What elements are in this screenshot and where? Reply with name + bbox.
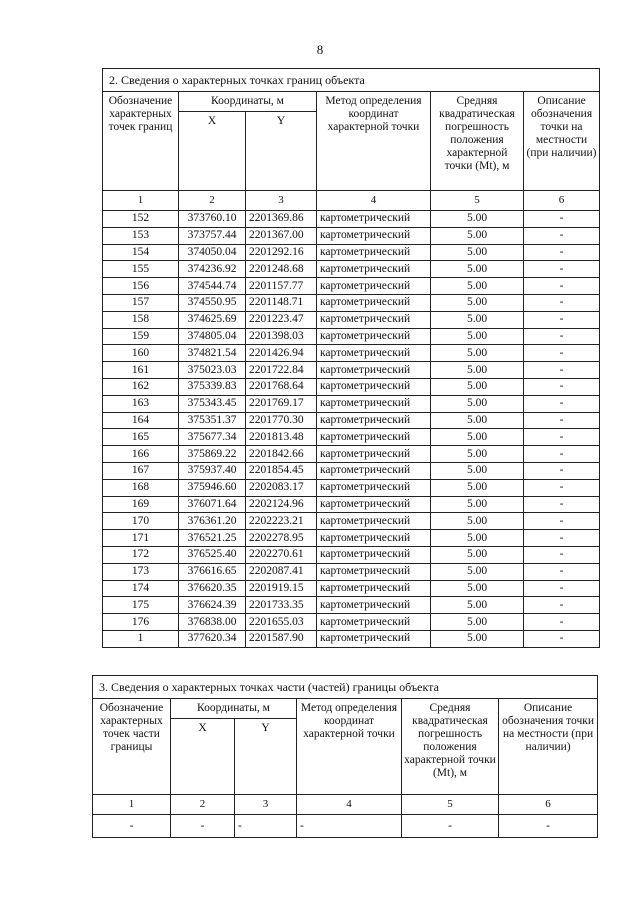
coord-x: 374805.04 — [179, 328, 246, 345]
description: - — [524, 429, 600, 446]
method: картометрический — [317, 244, 431, 261]
section-title: 2. Сведения о характерных точках границ объекта — [103, 69, 600, 92]
point-id: - — [93, 815, 171, 838]
coord-y: 2202124.96 — [246, 496, 317, 513]
description: - — [524, 614, 600, 631]
header-designation: Обозначение характерных точек части границы — [93, 699, 171, 795]
coord-x: 374236.92 — [179, 261, 246, 278]
error-value: 5.00 — [431, 496, 524, 513]
method: картометрический — [317, 278, 431, 295]
header-error: Средняя квадратическая погрешность положения характерной точки (Mt), м — [431, 92, 524, 191]
point-id: 159 — [103, 328, 179, 345]
description: - — [524, 513, 600, 530]
coord-y: 2201919.15 — [246, 580, 317, 597]
point-id: 168 — [103, 479, 179, 496]
point-id: 152 — [103, 211, 179, 228]
header-method: Метод определения координат характерной точки — [297, 699, 402, 795]
table-row — [103, 261, 600, 278]
table-row — [103, 597, 600, 614]
point-id: 162 — [103, 378, 179, 395]
method: картометрический — [317, 261, 431, 278]
error-value: 5.00 — [431, 211, 524, 228]
method: картометрический — [317, 630, 431, 647]
header-y: Y — [235, 719, 297, 795]
column-number: 6 — [524, 191, 600, 211]
point-id: 169 — [103, 496, 179, 513]
table-row — [103, 479, 600, 496]
method: картометрический — [317, 412, 431, 429]
coord-y: 2201248.68 — [246, 261, 317, 278]
table-row — [103, 362, 600, 379]
coord-x: 375869.22 — [179, 446, 246, 463]
coord-y: 2201157.77 — [246, 278, 317, 295]
error-value: 5.00 — [431, 479, 524, 496]
table-row — [103, 429, 600, 446]
table-row — [103, 328, 600, 345]
point-id: 158 — [103, 311, 179, 328]
point-id: 164 — [103, 412, 179, 429]
error-value: 5.00 — [431, 614, 524, 631]
description: - — [524, 630, 600, 647]
description: - — [524, 362, 600, 379]
method: картометрический — [317, 395, 431, 412]
coord-x: 374821.54 — [179, 345, 246, 362]
method: картометрический — [317, 227, 431, 244]
error-value: - — [402, 815, 499, 838]
section-title: 3. Сведения о характерных точках части (частей) границы объекта — [93, 676, 598, 699]
description: - — [524, 446, 600, 463]
description: - — [524, 395, 600, 412]
method: картометрический — [317, 479, 431, 496]
description: - — [524, 261, 600, 278]
point-id: 1 — [103, 630, 179, 647]
column-number: 5 — [431, 191, 524, 211]
page-number: 8 — [316, 42, 324, 57]
error-value: 5.00 — [431, 546, 524, 563]
method: картометрический — [317, 311, 431, 328]
description: - — [524, 328, 600, 345]
error-value: 5.00 — [431, 227, 524, 244]
method: картометрический — [317, 328, 431, 345]
header-description: Описание обозначения точки на местности (при наличии) — [499, 699, 598, 795]
coord-x: 375677.34 — [179, 429, 246, 446]
description: - — [524, 311, 600, 328]
point-id: 153 — [103, 227, 179, 244]
header-designation: Обозначение характерных точек границ — [103, 92, 179, 191]
method: картометрический — [317, 446, 431, 463]
table-row — [103, 563, 600, 580]
table-row — [103, 311, 600, 328]
header-method: Метод определения координат характерной точки — [317, 92, 431, 191]
point-id: 176 — [103, 614, 179, 631]
table-row — [103, 580, 600, 597]
description: - — [499, 815, 598, 838]
coord-y: 2201813.48 — [246, 429, 317, 446]
coord-y: 2201769.17 — [246, 395, 317, 412]
method: картометрический — [317, 362, 431, 379]
coord-x: 376361.20 — [179, 513, 246, 530]
method: картометрический — [317, 429, 431, 446]
column-number: 4 — [297, 795, 402, 815]
coord-x: 373757.44 — [179, 227, 246, 244]
header-y: Y — [246, 112, 317, 191]
description: - — [524, 597, 600, 614]
method: картометрический — [317, 597, 431, 614]
coord-y: 2202278.95 — [246, 530, 317, 547]
table-row — [103, 345, 600, 362]
point-id: 173 — [103, 563, 179, 580]
table-row — [103, 446, 600, 463]
point-id: 161 — [103, 362, 179, 379]
error-value: 5.00 — [431, 580, 524, 597]
coord-y: 2201148.71 — [246, 294, 317, 311]
table-row — [93, 815, 598, 838]
method: - — [297, 815, 402, 838]
header-description: Описание обозначения точки на местности (при наличии) — [524, 92, 600, 191]
point-id: 155 — [103, 261, 179, 278]
coord-x: 374544.74 — [179, 278, 246, 295]
coord-y: 2201842.66 — [246, 446, 317, 463]
coord-x: - — [171, 815, 235, 838]
error-value: 5.00 — [431, 362, 524, 379]
description: - — [524, 227, 600, 244]
method: картометрический — [317, 211, 431, 228]
point-id: 171 — [103, 530, 179, 547]
coord-y: 2202083.17 — [246, 479, 317, 496]
coord-x: 376838.00 — [179, 614, 246, 631]
method: картометрический — [317, 614, 431, 631]
point-id: 167 — [103, 462, 179, 479]
error-value: 5.00 — [431, 429, 524, 446]
method: картометрический — [317, 378, 431, 395]
error-value: 5.00 — [431, 530, 524, 547]
coord-y: 2201292.16 — [246, 244, 317, 261]
error-value: 5.00 — [431, 446, 524, 463]
coord-y: 2202223.21 — [246, 513, 317, 530]
coord-x: 375937.40 — [179, 462, 246, 479]
description: - — [524, 530, 600, 547]
method: картометрический — [317, 345, 431, 362]
column-number: 4 — [317, 191, 431, 211]
table-row — [103, 530, 600, 547]
coord-y: - — [235, 815, 297, 838]
column-number: 1 — [103, 191, 179, 211]
point-id: 156 — [103, 278, 179, 295]
method: картометрический — [317, 580, 431, 597]
description: - — [524, 278, 600, 295]
coord-y: 2202270.61 — [246, 546, 317, 563]
description: - — [524, 563, 600, 580]
table-row — [103, 496, 600, 513]
coord-y: 2202087.41 — [246, 563, 317, 580]
coord-y: 2201398.03 — [246, 328, 317, 345]
description: - — [524, 378, 600, 395]
method: картометрический — [317, 513, 431, 530]
coord-y: 2201770.30 — [246, 412, 317, 429]
error-value: 5.00 — [431, 311, 524, 328]
point-id: 170 — [103, 513, 179, 530]
method: картометрический — [317, 563, 431, 580]
method: картометрический — [317, 294, 431, 311]
method: картометрический — [317, 462, 431, 479]
error-value: 5.00 — [431, 412, 524, 429]
column-number: 2 — [179, 191, 246, 211]
error-value: 5.00 — [431, 597, 524, 614]
error-value: 5.00 — [431, 244, 524, 261]
coord-x: 374625.69 — [179, 311, 246, 328]
table-row — [103, 462, 600, 479]
description: - — [524, 412, 600, 429]
coord-y: 2201722.84 — [246, 362, 317, 379]
table-row — [103, 513, 600, 530]
error-value: 5.00 — [431, 328, 524, 345]
coord-x: 375343.45 — [179, 395, 246, 412]
column-number: 5 — [402, 795, 499, 815]
point-id: 166 — [103, 446, 179, 463]
point-id: 175 — [103, 597, 179, 614]
coord-x: 374050.04 — [179, 244, 246, 261]
point-id: 157 — [103, 294, 179, 311]
boundary-points-table — [102, 68, 600, 648]
error-value: 5.00 — [431, 378, 524, 395]
column-number: 6 — [499, 795, 598, 815]
coord-x: 376525.40 — [179, 546, 246, 563]
description: - — [524, 479, 600, 496]
description: - — [524, 580, 600, 597]
table-row — [103, 378, 600, 395]
table-row — [103, 630, 600, 647]
coord-y: 2201854.45 — [246, 462, 317, 479]
error-value: 5.00 — [431, 261, 524, 278]
description: - — [524, 462, 600, 479]
error-value: 5.00 — [431, 395, 524, 412]
coord-x: 373760.10 — [179, 211, 246, 228]
coord-x: 376616.65 — [179, 563, 246, 580]
table-row — [103, 294, 600, 311]
description: - — [524, 496, 600, 513]
error-value: 5.00 — [431, 630, 524, 647]
coord-x: 377620.34 — [179, 630, 246, 647]
description: - — [524, 345, 600, 362]
column-number: 3 — [246, 191, 317, 211]
table-row — [103, 227, 600, 244]
coord-x: 376624.39 — [179, 597, 246, 614]
error-value: 5.00 — [431, 563, 524, 580]
coord-x: 374550.95 — [179, 294, 246, 311]
coord-x: 376071.64 — [179, 496, 246, 513]
coord-y: 2201768.64 — [246, 378, 317, 395]
coord-x: 376620.35 — [179, 580, 246, 597]
point-id: 165 — [103, 429, 179, 446]
point-id: 174 — [103, 580, 179, 597]
table-row — [103, 395, 600, 412]
coord-y: 2201223.47 — [246, 311, 317, 328]
method: картометрический — [317, 496, 431, 513]
error-value: 5.00 — [431, 278, 524, 295]
column-number: 2 — [171, 795, 235, 815]
description: - — [524, 294, 600, 311]
coord-x: 376521.25 — [179, 530, 246, 547]
coord-y: 2201369.86 — [246, 211, 317, 228]
point-id: 160 — [103, 345, 179, 362]
description: - — [524, 546, 600, 563]
coord-y: 2201587.90 — [246, 630, 317, 647]
table-row — [103, 546, 600, 563]
coord-x: 375339.83 — [179, 378, 246, 395]
coord-x: 375946.60 — [179, 479, 246, 496]
table-row — [103, 412, 600, 429]
header-error: Средняя квадратическая погрешность положения характерной точки (Mt), м — [402, 699, 499, 795]
description: - — [524, 211, 600, 228]
point-id: 172 — [103, 546, 179, 563]
coord-y: 2201655.03 — [246, 614, 317, 631]
boundary-part-points-table — [92, 675, 598, 838]
description: - — [524, 244, 600, 261]
table-row — [103, 614, 600, 631]
header-x: X — [179, 112, 246, 191]
coord-y: 2201426.94 — [246, 345, 317, 362]
table-row — [103, 211, 600, 228]
header-coordinates: Координаты, м — [171, 699, 297, 719]
method: картометрический — [317, 546, 431, 563]
column-number: 3 — [235, 795, 297, 815]
point-id: 163 — [103, 395, 179, 412]
error-value: 5.00 — [431, 462, 524, 479]
column-number: 1 — [93, 795, 171, 815]
error-value: 5.00 — [431, 345, 524, 362]
method: картометрический — [317, 530, 431, 547]
coord-x: 375351.37 — [179, 412, 246, 429]
table-row — [103, 278, 600, 295]
coord-y: 2201733.35 — [246, 597, 317, 614]
error-value: 5.00 — [431, 294, 524, 311]
table-row — [103, 244, 600, 261]
error-value: 5.00 — [431, 513, 524, 530]
coord-y: 2201367.00 — [246, 227, 317, 244]
point-id: 154 — [103, 244, 179, 261]
header-x: X — [171, 719, 235, 795]
header-coordinates: Координаты, м — [179, 92, 317, 112]
coord-x: 375023.03 — [179, 362, 246, 379]
